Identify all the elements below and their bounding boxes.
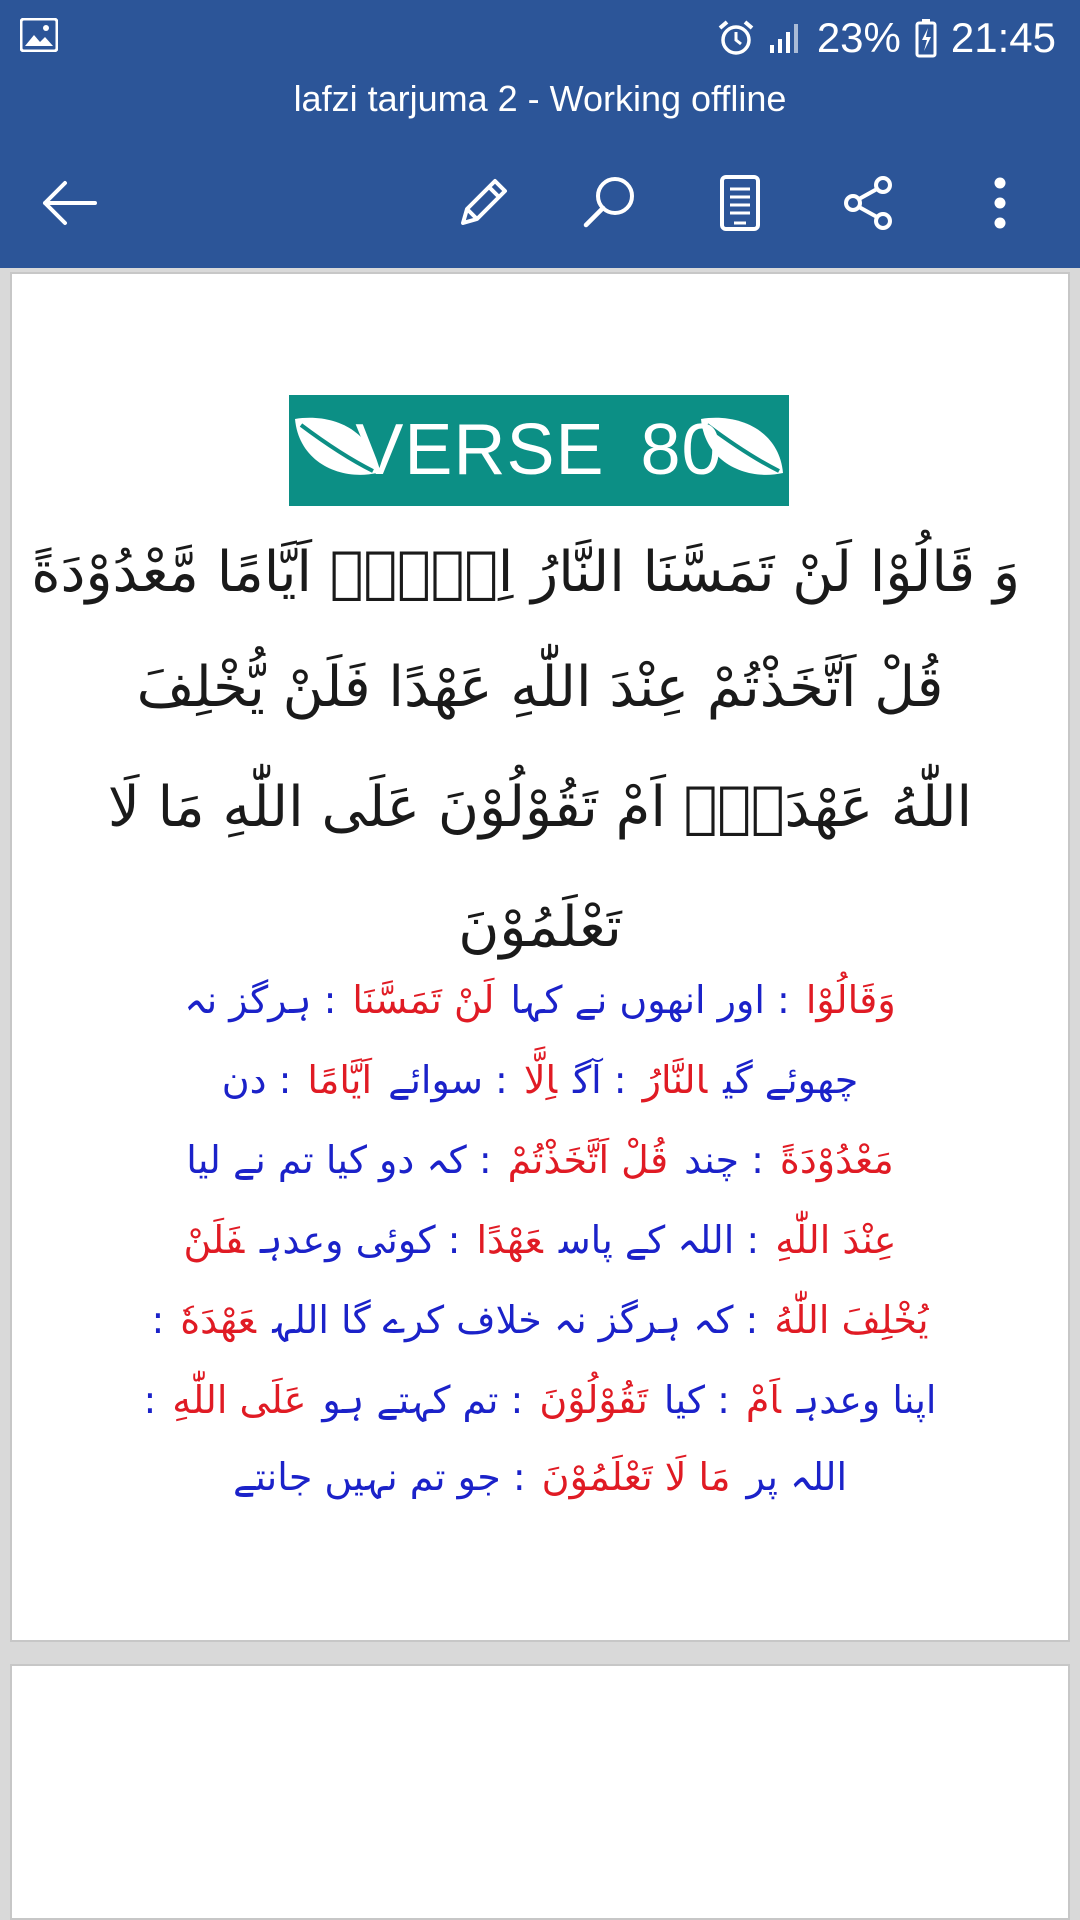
arabic-verse-line: اللّٰهُ عَهْدَهٗۤ اَمْ تَقُوْلُوْنَ عَلَى اللّٰهِ مَا لَا — [107, 775, 973, 840]
arabic-word: عِنْدَ اللّٰهِ — [775, 1218, 897, 1262]
back-button[interactable] — [24, 158, 114, 248]
arabic-word: تَقُوْلُوْنَ — [539, 1378, 648, 1422]
battery-percent: 23% — [816, 14, 901, 61]
alarm-icon — [717, 19, 755, 57]
urdu-meaning: اپنا وعدہ — [797, 1378, 937, 1422]
toolbar — [0, 158, 1080, 248]
arabic-word: عَلَى اللّٰهِ — [172, 1378, 307, 1422]
translation-line — [60, 978, 1020, 1022]
arabic-word: فَلَنْ — [183, 1218, 245, 1262]
translation-line — [60, 1378, 1020, 1422]
verse-label — [289, 395, 789, 506]
signal-icon — [769, 21, 803, 55]
urdu-meaning: : کوئی وعدہ — [260, 1218, 461, 1262]
urdu-meaning: : اور انھوں نے کہا — [510, 978, 790, 1022]
arabic-word: لَنْ تَمَسَّنَا — [352, 978, 495, 1022]
urdu-meaning: : سوائے — [388, 1058, 508, 1102]
arabic-word: عَهْدًا — [476, 1218, 543, 1262]
urdu-meaning: : تم کہتے ہو — [322, 1378, 524, 1422]
urdu-meaning: : — [151, 1298, 165, 1342]
arabic-verse-line: وَ قَالُوْا لَنْ تَمَسَّنَا النَّارُ اِلَّاۤ اَيَّامًا مَّعْدُوْدَةً — [31, 540, 1020, 605]
arabic-word: يُخْلِفَ اللّٰهُ — [774, 1298, 929, 1342]
document-page-next[interactable] — [10, 1664, 1070, 1920]
arabic-word: مَا لَا تَعْلَمُوْنَ — [541, 1455, 731, 1499]
share-button[interactable] — [824, 158, 914, 248]
status-bar — [0, 0, 1080, 76]
arabic-word: اِلَّا — [523, 1058, 558, 1102]
translation-line — [60, 1218, 1020, 1262]
arabic-word: قُلْ اَتَّخَذْتُمْ — [507, 1138, 669, 1182]
edit-button[interactable] — [438, 158, 528, 248]
app-bar — [0, 0, 1080, 268]
arabic-verse-line: قُلْ اَتَّخَذْتُمْ عِنْدَ اللّٰهِ عَهْدًا فَلَنْ يُّخْلِفَ — [136, 655, 944, 720]
translation-line — [60, 1138, 1020, 1182]
verse-number: 80 — [640, 410, 723, 490]
edit-pencil-icon — [453, 173, 513, 233]
arabic-word: مَعْدُوْدَةً — [779, 1138, 894, 1182]
back-arrow-icon — [39, 178, 99, 228]
battery-charging-icon — [915, 18, 937, 58]
urdu-meaning: : آگ — [573, 1058, 627, 1102]
reading-view-button[interactable] — [695, 158, 785, 248]
arabic-word: اَمْ — [745, 1378, 781, 1422]
reading-view-icon — [718, 173, 762, 233]
urdu-meaning: : کہ ہرگز نہ خلاف کرے گا اللہ — [271, 1298, 759, 1342]
arabic-word: النَّارُ — [642, 1058, 708, 1102]
verse-banner — [289, 395, 789, 506]
urdu-meaning: اللہ پر — [746, 1455, 848, 1499]
translation-line — [60, 1058, 1020, 1102]
arabic-word: وَقَالُوْا — [805, 978, 896, 1022]
search-button[interactable] — [565, 158, 655, 248]
share-icon — [839, 173, 899, 233]
urdu-meaning: : جو تم نہیں جانتے — [232, 1455, 526, 1499]
urdu-meaning: چھوئے گی — [723, 1058, 859, 1102]
urdu-meaning: : دن — [221, 1058, 292, 1102]
clock: 21:45 — [950, 14, 1056, 61]
arabic-word: عَهْدَهٗ — [180, 1298, 256, 1342]
verse-word: VERSE — [355, 410, 605, 490]
translation-line — [60, 1455, 1020, 1499]
urdu-meaning: : کیا — [663, 1378, 730, 1422]
more-options-button[interactable] — [955, 158, 1045, 248]
search-icon — [580, 173, 640, 233]
more-vert-icon — [990, 173, 1010, 233]
urdu-meaning: : چند — [684, 1138, 764, 1182]
arabic-verse-line: تَعْلَمُوْنَ — [458, 895, 622, 960]
arabic-word: اَيَّامًا — [307, 1058, 373, 1102]
translation-line — [60, 1298, 1020, 1342]
urdu-meaning: : اللہ کے پاس — [558, 1218, 760, 1262]
urdu-meaning: : کہ دو کیا تم نے لیا — [186, 1138, 492, 1182]
document-title: lafzi tarjuma 2 - Working offline — [293, 78, 787, 119]
image-icon — [20, 18, 58, 52]
urdu-meaning: : — [143, 1378, 157, 1422]
urdu-meaning: : ہرگز نہ — [184, 978, 337, 1022]
status-right — [717, 10, 1056, 66]
